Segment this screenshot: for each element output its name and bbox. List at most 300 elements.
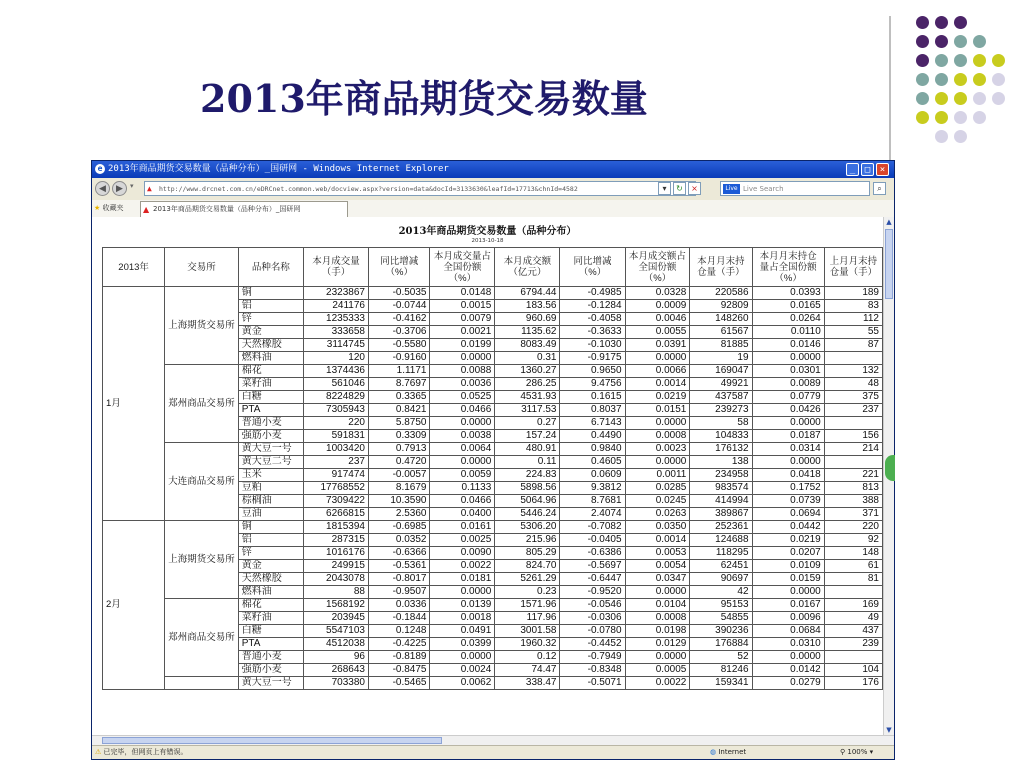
exchange-cell <box>165 677 239 690</box>
scroll-up-icon[interactable]: ▲ <box>886 218 892 226</box>
value-cell: 118295 <box>690 547 752 560</box>
value-cell: -0.5580 <box>368 339 430 352</box>
value-cell: 0.0466 <box>430 404 495 417</box>
value-cell: 8.7681 <box>560 495 625 508</box>
minimize-icon[interactable]: _ <box>846 163 859 176</box>
value-cell: 5261.29 <box>495 573 560 586</box>
value-cell: 0.11 <box>495 456 560 469</box>
value-cell: 0.0015 <box>430 300 495 313</box>
value-cell: 824.70 <box>495 560 560 573</box>
value-cell: 5064.96 <box>495 495 560 508</box>
decorative-dot <box>935 111 948 124</box>
commodity-name-cell: PTA <box>238 404 303 417</box>
value-cell: 10.3590 <box>368 495 430 508</box>
commodity-name-cell: 菜籽油 <box>238 612 303 625</box>
value-cell: 0.0000 <box>752 352 824 365</box>
value-cell: 0.0000 <box>625 352 690 365</box>
column-header: 同比增减（%） <box>560 248 625 287</box>
value-cell: 0.1615 <box>560 391 625 404</box>
decorative-dot <box>954 35 967 48</box>
url-dropdown-icon[interactable]: ▾ <box>658 182 671 195</box>
back-arrow-icon[interactable]: ◀ <box>95 181 110 196</box>
value-cell: -0.0306 <box>560 612 625 625</box>
url-field[interactable]: ▲ http://www.drcnet.com.cn/eDRCnet.common.web/docview.aspx?version=data&docId=3133630&leafId=17713&chnId=4582 <box>144 181 696 196</box>
value-cell: 0.0000 <box>752 456 824 469</box>
value-cell: 389867 <box>690 508 752 521</box>
document-title: 2013年商品期货交易数量（品种分布） <box>398 226 577 237</box>
value-cell: 0.0466 <box>430 495 495 508</box>
value-cell: -0.4058 <box>560 313 625 326</box>
value-cell <box>824 352 882 365</box>
value-cell: 0.0264 <box>752 313 824 326</box>
value-cell <box>824 651 882 664</box>
value-cell: 215.96 <box>495 534 560 547</box>
value-cell: 237 <box>824 404 882 417</box>
value-cell: -0.6386 <box>560 547 625 560</box>
value-cell: 17768552 <box>304 482 369 495</box>
value-cell: 0.0000 <box>625 456 690 469</box>
value-cell: -0.0546 <box>560 599 625 612</box>
address-bar <box>92 178 894 201</box>
decorative-dot <box>954 130 967 143</box>
value-cell: 0.0053 <box>625 547 690 560</box>
value-cell: -0.9507 <box>368 586 430 599</box>
value-cell: 0.0000 <box>752 651 824 664</box>
value-cell: 7305943 <box>304 404 369 417</box>
close-icon[interactable]: × <box>876 163 889 176</box>
value-cell: 220 <box>824 521 882 534</box>
value-cell: 0.8421 <box>368 404 430 417</box>
value-cell: 183.56 <box>495 300 560 313</box>
value-cell: -0.3706 <box>368 326 430 339</box>
value-cell: 0.27 <box>495 417 560 430</box>
value-cell: 414994 <box>690 495 752 508</box>
value-cell: -0.8017 <box>368 573 430 586</box>
value-cell: 3117.53 <box>495 404 560 417</box>
value-cell <box>824 456 882 469</box>
value-cell: -0.5035 <box>368 287 430 300</box>
value-cell: 87 <box>824 339 882 352</box>
value-cell: 0.0025 <box>430 534 495 547</box>
value-cell: 1235333 <box>304 313 369 326</box>
decorative-dot <box>992 73 1005 86</box>
value-cell: 0.0148 <box>430 287 495 300</box>
value-cell: 169047 <box>690 365 752 378</box>
value-cell: 0.0328 <box>625 287 690 300</box>
value-cell: 120 <box>304 352 369 365</box>
value-cell: 0.0285 <box>625 482 690 495</box>
value-cell: 3001.58 <box>495 625 560 638</box>
value-cell: 88 <box>304 586 369 599</box>
value-cell: 0.0301 <box>752 365 824 378</box>
value-cell: 0.0000 <box>430 352 495 365</box>
value-cell: 0.0009 <box>625 300 690 313</box>
commodity-name-cell: 铜 <box>238 287 303 300</box>
value-cell: 5898.56 <box>495 482 560 495</box>
commodity-name-cell: 普通小麦 <box>238 417 303 430</box>
horizontal-scrollbar[interactable] <box>92 735 894 745</box>
value-cell: 268643 <box>304 664 369 677</box>
value-cell: 0.0021 <box>430 326 495 339</box>
value-cell: 1003420 <box>304 443 369 456</box>
value-cell: 2.4074 <box>560 508 625 521</box>
value-cell: 203945 <box>304 612 369 625</box>
browser-tab[interactable]: ▲ 2013年商品期货交易数量（品种分布）_国研网 <box>140 201 348 217</box>
value-cell: 0.0000 <box>625 651 690 664</box>
commodity-name-cell: 燃料油 <box>238 586 303 599</box>
value-cell: -0.0780 <box>560 625 625 638</box>
site-favicon-icon: ▲ <box>147 184 152 193</box>
value-cell: 0.0181 <box>430 573 495 586</box>
value-cell: 0.4720 <box>368 456 430 469</box>
value-cell: 220 <box>304 417 369 430</box>
value-cell: 0.0022 <box>625 677 690 690</box>
value-cell: -0.0744 <box>368 300 430 313</box>
search-box[interactable]: Live Live Search <box>720 181 870 196</box>
value-cell: 42 <box>690 586 752 599</box>
value-cell: 1374436 <box>304 365 369 378</box>
value-cell: 0.0426 <box>752 404 824 417</box>
value-cell: 156 <box>824 430 882 443</box>
value-cell: 220586 <box>690 287 752 300</box>
value-cell: 52 <box>690 651 752 664</box>
column-header: 2013年 <box>103 248 165 287</box>
column-header: 交易所 <box>165 248 239 287</box>
value-cell: 333658 <box>304 326 369 339</box>
value-cell: 83 <box>824 300 882 313</box>
value-cell: 0.0000 <box>430 586 495 599</box>
value-cell: 0.0779 <box>752 391 824 404</box>
value-cell: 0.0310 <box>752 638 824 651</box>
value-cell: 0.0739 <box>752 495 824 508</box>
value-cell: 8224829 <box>304 391 369 404</box>
stop-icon[interactable]: × <box>688 182 701 195</box>
value-cell: -0.9520 <box>560 586 625 599</box>
decorative-dot <box>992 54 1005 67</box>
value-cell: 0.3365 <box>368 391 430 404</box>
value-cell: 221 <box>824 469 882 482</box>
value-cell: -0.4225 <box>368 638 430 651</box>
value-cell: 0.0525 <box>430 391 495 404</box>
value-cell: -0.4985 <box>560 287 625 300</box>
zoom-level[interactable]: ⚲ 100% ▾ <box>840 748 874 756</box>
commodity-name-cell: 天然橡胶 <box>238 573 303 586</box>
value-cell: 6794.44 <box>495 287 560 300</box>
value-cell: 8.7697 <box>368 378 430 391</box>
value-cell: 0.0000 <box>625 417 690 430</box>
decorative-dot <box>916 16 929 29</box>
value-cell: 561046 <box>304 378 369 391</box>
value-cell: 286.25 <box>495 378 560 391</box>
commodity-name-cell: 豆油 <box>238 508 303 521</box>
decorative-dot <box>916 73 929 86</box>
decorative-dot <box>973 73 986 86</box>
value-cell: 239273 <box>690 404 752 417</box>
value-cell: 74.47 <box>495 664 560 677</box>
horizontal-scroll-thumb[interactable] <box>102 737 442 744</box>
value-cell: 5306.20 <box>495 521 560 534</box>
table-row <box>103 521 883 534</box>
value-cell: 239 <box>824 638 882 651</box>
commodity-name-cell: 黄大豆一号 <box>238 677 303 690</box>
value-cell: 3114745 <box>304 339 369 352</box>
tab-favicon-icon: ▲ <box>143 205 150 214</box>
commodity-name-cell: 豆粕 <box>238 482 303 495</box>
column-header: 本月成交量（手） <box>304 248 369 287</box>
favorites-button[interactable]: ★ 收藏夹 <box>94 204 124 212</box>
value-cell: 591831 <box>304 430 369 443</box>
value-cell: 0.0014 <box>625 534 690 547</box>
decorative-dot <box>954 54 967 67</box>
decorative-dot <box>935 92 948 105</box>
value-cell: 249915 <box>304 560 369 573</box>
futures-table <box>102 247 883 690</box>
value-cell: 81246 <box>690 664 752 677</box>
column-header: 上月月末持仓量（手） <box>824 248 882 287</box>
decorative-dot <box>954 16 967 29</box>
value-cell: 49921 <box>690 378 752 391</box>
value-cell: 480.91 <box>495 443 560 456</box>
value-cell: 9.3812 <box>560 482 625 495</box>
value-cell: 0.0161 <box>430 521 495 534</box>
value-cell: 0.0139 <box>430 599 495 612</box>
value-cell: 0.0129 <box>625 638 690 651</box>
status-zone: ◍ Internet <box>710 748 747 756</box>
value-cell: 0.0038 <box>430 430 495 443</box>
value-cell: 176132 <box>690 443 752 456</box>
decorative-dot <box>916 54 929 67</box>
value-cell: 983574 <box>690 482 752 495</box>
status-bar <box>92 745 894 760</box>
table-row <box>103 365 883 378</box>
decorative-dot <box>973 111 986 124</box>
value-cell: -0.6366 <box>368 547 430 560</box>
value-cell: -0.3633 <box>560 326 625 339</box>
value-cell: 0.9650 <box>560 365 625 378</box>
value-cell: 960.69 <box>495 313 560 326</box>
value-cell: -0.1030 <box>560 339 625 352</box>
value-cell: 157.24 <box>495 430 560 443</box>
value-cell: 0.1752 <box>752 482 824 495</box>
value-cell: 92 <box>824 534 882 547</box>
value-cell: 0.8037 <box>560 404 625 417</box>
value-cell: 7309422 <box>304 495 369 508</box>
value-cell: 0.0263 <box>625 508 690 521</box>
value-cell: 0.0142 <box>752 664 824 677</box>
value-cell: 0.7913 <box>368 443 430 456</box>
value-cell: 0.0014 <box>625 378 690 391</box>
value-cell: 2.5360 <box>368 508 430 521</box>
value-cell: 124688 <box>690 534 752 547</box>
scroll-down-icon[interactable]: ▼ <box>886 726 892 734</box>
value-cell: -0.5071 <box>560 677 625 690</box>
slide-title: 2013年商品期货交易数量 <box>200 76 648 121</box>
commodity-name-cell: 锌 <box>238 547 303 560</box>
value-cell: 5547103 <box>304 625 369 638</box>
warning-icon: ⚠ <box>95 748 102 756</box>
document-date: 2013-10-18 <box>471 238 504 244</box>
value-cell: 0.0187 <box>752 430 824 443</box>
value-cell: 95153 <box>690 599 752 612</box>
value-cell: 0.0024 <box>430 664 495 677</box>
value-cell: 287315 <box>304 534 369 547</box>
value-cell: -0.9160 <box>368 352 430 365</box>
commodity-name-cell: 玉米 <box>238 469 303 482</box>
month-cell: 2月 <box>103 521 165 690</box>
value-cell: 0.0036 <box>430 378 495 391</box>
value-cell: 0.0151 <box>625 404 690 417</box>
commodity-name-cell: 普通小麦 <box>238 651 303 664</box>
forward-arrow-icon[interactable]: ▶ <box>112 181 127 196</box>
table-row <box>103 443 883 456</box>
globe-icon: ◍ <box>710 748 717 756</box>
exchange-cell: 上海期货交易所 <box>165 287 239 365</box>
value-cell: 1568192 <box>304 599 369 612</box>
commodity-name-cell: 天然橡胶 <box>238 339 303 352</box>
value-cell: -0.0057 <box>368 469 430 482</box>
value-cell: -0.7949 <box>560 651 625 664</box>
commodity-name-cell: 棉花 <box>238 365 303 378</box>
value-cell: 0.4490 <box>560 430 625 443</box>
value-cell: -0.5465 <box>368 677 430 690</box>
value-cell: 148 <box>824 547 882 560</box>
value-cell: 0.0104 <box>625 599 690 612</box>
value-cell: 371 <box>824 508 882 521</box>
value-cell: 0.0110 <box>752 326 824 339</box>
value-cell: 0.0008 <box>625 430 690 443</box>
scroll-thumb[interactable] <box>885 229 893 299</box>
value-cell: 49 <box>824 612 882 625</box>
value-cell: 1.1171 <box>368 365 430 378</box>
decorative-dot <box>935 130 948 143</box>
value-cell: 0.0167 <box>752 599 824 612</box>
value-cell: 0.0005 <box>625 664 690 677</box>
value-cell: 19 <box>690 352 752 365</box>
value-cell: 4512038 <box>304 638 369 651</box>
value-cell: 437587 <box>690 391 752 404</box>
commodity-name-cell: 强筋小麦 <box>238 430 303 443</box>
value-cell: 8.1679 <box>368 482 430 495</box>
value-cell: 90697 <box>690 573 752 586</box>
value-cell: -0.8189 <box>368 651 430 664</box>
commodity-name-cell: 黄大豆二号 <box>238 456 303 469</box>
value-cell: 6266815 <box>304 508 369 521</box>
month-cell: 1月 <box>103 287 165 521</box>
value-cell: 0.0079 <box>430 313 495 326</box>
value-cell: 81 <box>824 573 882 586</box>
commodity-name-cell: PTA <box>238 638 303 651</box>
value-cell: -0.5361 <box>368 560 430 573</box>
column-header: 同比增减（%） <box>368 248 430 287</box>
value-cell: 0.0491 <box>430 625 495 638</box>
maximize-icon[interactable]: □ <box>861 163 874 176</box>
decorative-dot-grid <box>910 14 1018 164</box>
value-cell: 0.1248 <box>368 625 430 638</box>
value-cell: 92809 <box>690 300 752 313</box>
decorative-dot <box>916 92 929 105</box>
value-cell: 0.0059 <box>430 469 495 482</box>
value-cell: 0.0000 <box>752 586 824 599</box>
commodity-name-cell: 白糖 <box>238 391 303 404</box>
value-cell: 62451 <box>690 560 752 573</box>
value-cell: 0.0146 <box>752 339 824 352</box>
value-cell: 0.0418 <box>752 469 824 482</box>
commodity-name-cell: 黄大豆一号 <box>238 443 303 456</box>
value-cell: 176 <box>824 677 882 690</box>
decorative-dot <box>992 92 1005 105</box>
value-cell: 9.4756 <box>560 378 625 391</box>
value-cell: 1360.27 <box>495 365 560 378</box>
decorative-dot <box>916 111 929 124</box>
side-pull-tab[interactable] <box>885 455 895 481</box>
exchange-cell: 大连商品交易所 <box>165 443 239 521</box>
column-header: 本月月末持仓量占全国份额（%） <box>752 248 824 287</box>
refresh-icon[interactable]: ↻ <box>673 182 686 195</box>
value-cell: 0.0000 <box>625 586 690 599</box>
value-cell: 0.0088 <box>430 365 495 378</box>
decorative-dot <box>973 35 986 48</box>
value-cell: 338.47 <box>495 677 560 690</box>
value-cell: 0.23 <box>495 586 560 599</box>
search-icon[interactable]: ⌕ <box>873 182 886 195</box>
star-icon: ★ <box>94 204 101 212</box>
column-header: 本月成交额（亿元） <box>495 248 560 287</box>
value-cell: 0.0000 <box>430 456 495 469</box>
commodity-name-cell: 锌 <box>238 313 303 326</box>
commodity-name-cell: 黄金 <box>238 326 303 339</box>
live-search-logo: Live <box>723 184 740 194</box>
value-cell: 0.0314 <box>752 443 824 456</box>
value-cell: 0.12 <box>495 651 560 664</box>
history-dropdown-icon[interactable]: ▾ <box>130 182 134 190</box>
value-cell: 237 <box>304 456 369 469</box>
status-message: ⚠ 已完毕，但网页上有错误。 <box>95 748 188 756</box>
value-cell: 1016176 <box>304 547 369 560</box>
value-cell: 0.0000 <box>430 651 495 664</box>
value-cell: 138 <box>690 456 752 469</box>
value-cell: 0.0055 <box>625 326 690 339</box>
value-cell: 0.0022 <box>430 560 495 573</box>
value-cell: 0.0350 <box>625 521 690 534</box>
value-cell: 0.0400 <box>430 508 495 521</box>
value-cell: -0.8348 <box>560 664 625 677</box>
value-cell: 0.0684 <box>752 625 824 638</box>
ie-window <box>91 160 895 760</box>
commodity-name-cell: 铝 <box>238 300 303 313</box>
value-cell: 0.0000 <box>752 417 824 430</box>
value-cell: 917474 <box>304 469 369 482</box>
commodity-name-cell: 棕榈油 <box>238 495 303 508</box>
value-cell: 148260 <box>690 313 752 326</box>
value-cell: 0.0066 <box>625 365 690 378</box>
value-cell: -0.6447 <box>560 573 625 586</box>
commodity-name-cell: 黄金 <box>238 560 303 573</box>
value-cell: 388 <box>824 495 882 508</box>
value-cell: -0.5697 <box>560 560 625 573</box>
value-cell: 0.1133 <box>430 482 495 495</box>
decorative-dot <box>935 54 948 67</box>
value-cell: 0.0008 <box>625 612 690 625</box>
page-content <box>92 217 883 735</box>
value-cell: 0.0609 <box>560 469 625 482</box>
ie-logo-icon: e <box>95 164 105 174</box>
value-cell: 0.0096 <box>752 612 824 625</box>
value-cell: 96 <box>304 651 369 664</box>
value-cell: 375 <box>824 391 882 404</box>
commodity-name-cell: 菜籽油 <box>238 378 303 391</box>
value-cell: 1960.32 <box>495 638 560 651</box>
commodity-name-cell: 棉花 <box>238 599 303 612</box>
